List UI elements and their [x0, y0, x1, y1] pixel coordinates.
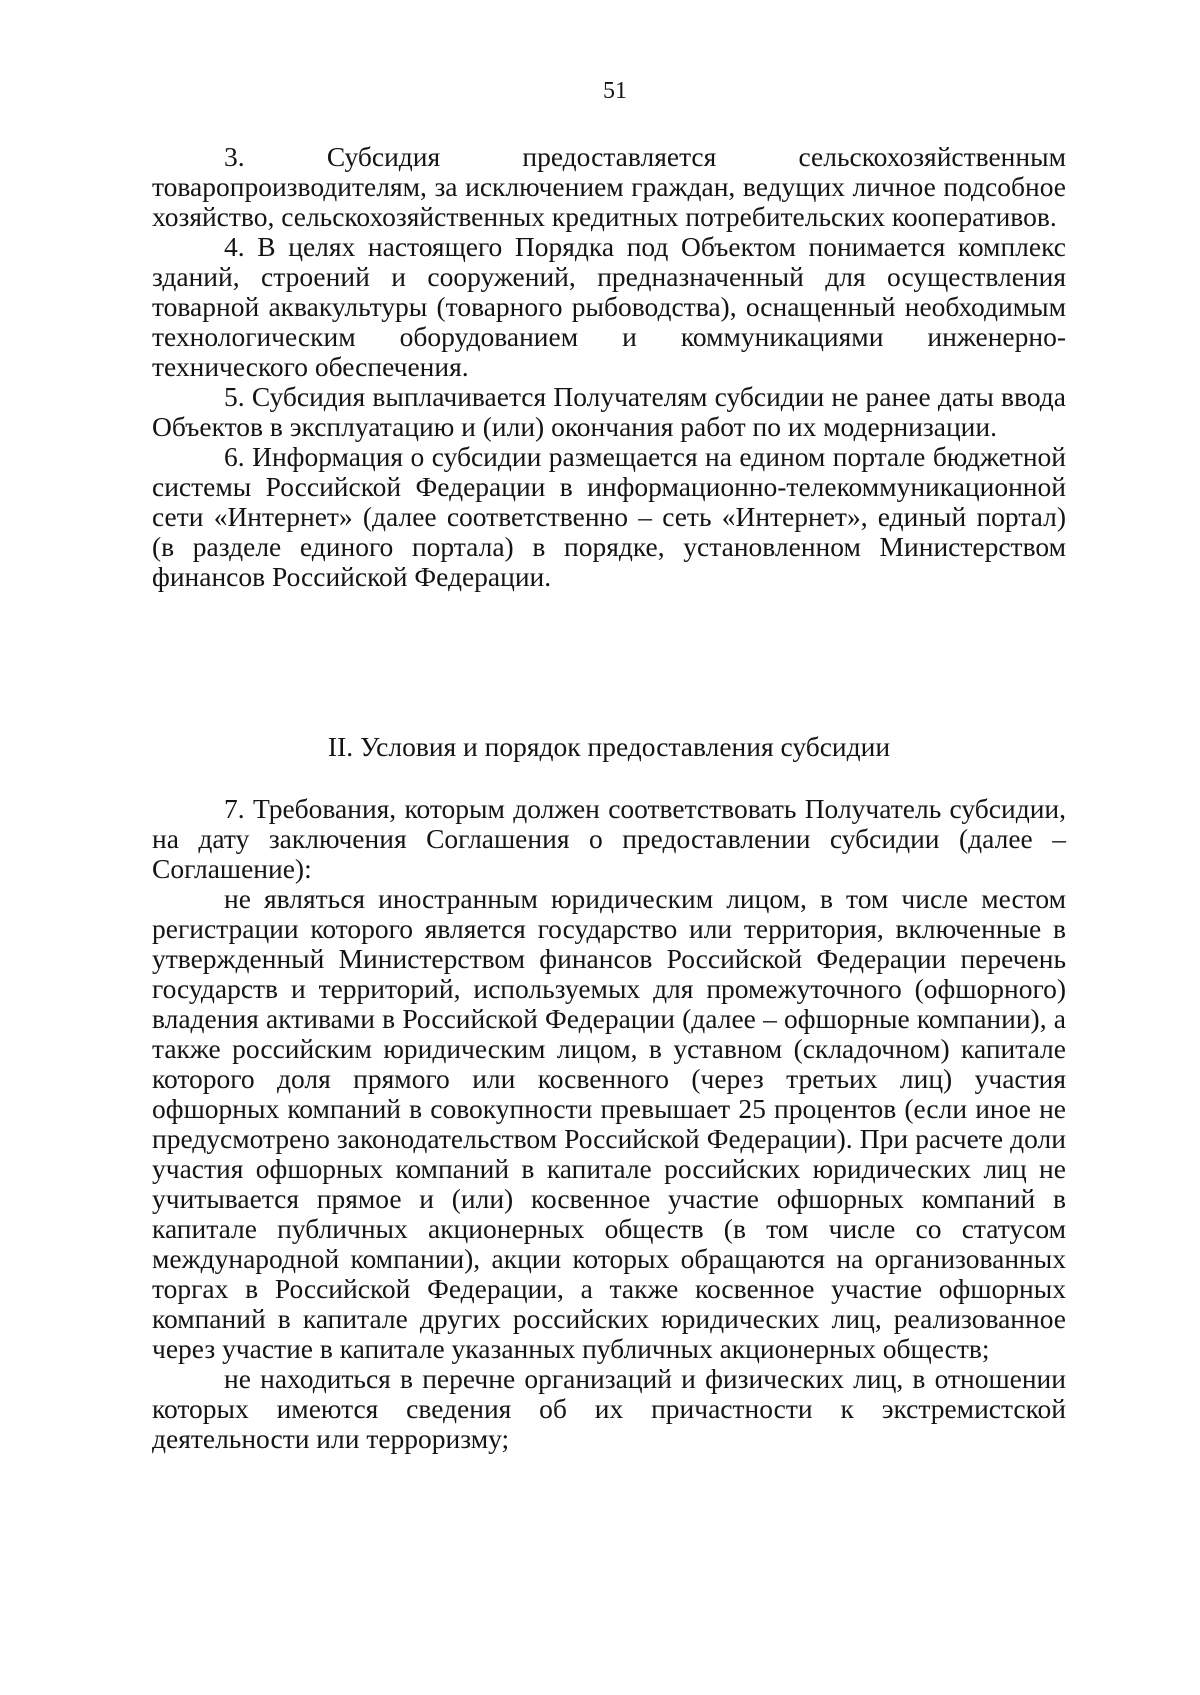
paragraph-6: 6. Информация о субсидии размещается на едином портале бюджетной системы Российской Федерации в информационно-телекоммуникационной сети «Интернет» (далее соответственно – сеть «Интернет», единый портал) (в разделе единого портала) в порядке, установленном Министерством финансов Российской Федерации. — [152, 441, 1066, 592]
section-heading: II. Условия и порядок предоставления субсидии — [327, 731, 891, 762]
requirement-extremism: не находиться в перечне организаций и физических лиц, в отношении которых имеются сведения об их причастности к экстремистской деятельности или терроризму; — [152, 1363, 1066, 1454]
text-block-part2 — [152, 794, 1066, 1454]
text-block-part1 — [152, 142, 1066, 592]
paragraph-5: 5. Субсидия выплачивается Получателям субсидии не ранее даты ввода Объектов в эксплуатацию и (или) окончания работ по их модернизации. — [152, 381, 1066, 442]
paragraph-3: 3. Субсидия предоставляется сельскохозяйственным товаропроизводителям, за исключением граждан, ведущих личное подсобное хозяйство, сельскохозяйственных кредитных потребительских кооперативов. — [152, 141, 1066, 232]
page-number: 51 — [603, 78, 627, 104]
paragraph-4: 4. В целях настоящего Порядка под Объектом понимается комплекс зданий, строений и сооружений, предназначенный для осуществления товарной аквакультуры (товарного рыбоводства), оснащенный необходимым технологическим оборудованием и коммуникациями инженерно-технического обеспечения. — [152, 231, 1066, 382]
requirement-offshore: не являться иностранным юридическим лицом, в том числе местом регистрации которого является государство или территория, включенные в утвержденный Министерством финансов Российской Федерации перечень государств и территорий, используемых для промежуточного (офшорного) владения активами в Российской Федерации (далее – офшорные компании), а также российским юридическим лицом, в уставном (складочном) капитале которого доля прямого или косвенного (через третьих лиц) участия офшорных компаний в совокупности превышает 25 процентов (если иное не предусмотрено законодательством Российской Федерации). При расчете доли участия офшорных компаний в капитале российских юридических лиц не учитывается прямое и (или) косвенное участие офшорных компаний в капитале публичных акционерных обществ (в том числе со статусом международной компании), акции которых обращаются на организованных торгах в Российской Федерации, а также косвенное участие офшорных компаний в капитале других российских юридических лиц, реализованное через участие в капитале указанных публичных акционерных обществ; — [152, 883, 1066, 1364]
paragraph-7: 7. Требования, которым должен соответствовать Получатель субсидии, на дату заключения Соглашения о предоставлении субсидии (далее – Соглашение): — [152, 793, 1066, 884]
